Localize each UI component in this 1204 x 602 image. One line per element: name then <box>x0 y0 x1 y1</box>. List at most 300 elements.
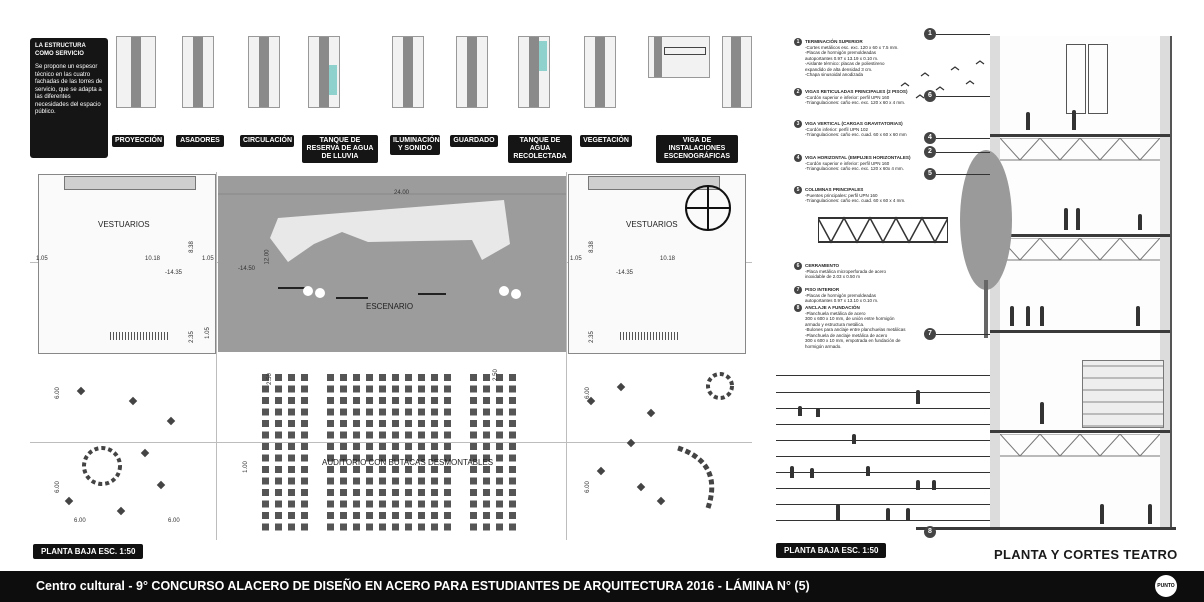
auditorium-seat <box>444 524 451 531</box>
truss-3-svg <box>1000 434 1160 458</box>
intro-box <box>30 38 108 158</box>
auditorium-seat <box>288 386 295 393</box>
auditorium-seat <box>483 501 490 508</box>
floor-slab-4 <box>990 430 1170 433</box>
auditorium-seat <box>444 501 451 508</box>
auditorium-seat <box>301 409 308 416</box>
auditorium-seat <box>262 512 269 519</box>
marker-6: 6 <box>924 90 936 102</box>
auditorium-seat <box>327 409 334 416</box>
dim-838-a: 8.38 <box>188 241 195 253</box>
legend-title: ANCLAJE A FUNDACIÓN <box>805 305 860 310</box>
service-label-tanque-recolectada: TANQUE DE AGUA RECOLECTADA <box>508 135 572 163</box>
legend-line: -Planchuela de anclaje metálica de acero <box>805 332 888 338</box>
auditorium-seat <box>405 501 412 508</box>
auditorium-seat <box>340 443 347 450</box>
auditorium-seat <box>418 397 425 404</box>
auditorium-seat <box>431 420 438 427</box>
auditorium-seat <box>301 478 308 485</box>
thumb-extra <box>722 36 752 108</box>
legend-line: -Cordón inferior: perfil UPN 102 <box>805 126 869 132</box>
vestuarios-right: VESTUARIOS <box>626 220 678 229</box>
auditorium-seat <box>483 409 490 416</box>
dim-105-a: 1.05 <box>36 256 48 262</box>
dim-250-b: 2.50 <box>492 369 499 381</box>
truss-1-svg <box>1000 138 1160 162</box>
auditorium-seat <box>483 374 490 381</box>
legend-line: inoxidable de 2.03 x 0.50 m <box>805 274 861 279</box>
footer-bar <box>0 571 1204 602</box>
dim-600-c: 6.00 <box>74 518 86 524</box>
auditorium-seat <box>444 409 451 416</box>
stair-left <box>110 332 170 340</box>
auditorium-seat <box>418 409 425 416</box>
auditorium-seat <box>353 409 360 416</box>
auditorium-seat <box>379 386 386 393</box>
auditorium-seat <box>496 455 503 462</box>
auditorium-seat <box>340 386 347 393</box>
floor-plan <box>30 172 752 540</box>
auditorium-seat <box>483 524 490 531</box>
legend-line: -Bulones para anclaje entre planchuelas metálicas <box>805 327 906 332</box>
auditorium-seat <box>509 420 516 427</box>
legend-line: -Cordón superior e inferior: perfil UPN 160 <box>805 160 890 166</box>
auditorium-seat <box>301 432 308 439</box>
legend-number-2: 2 <box>794 88 802 96</box>
auditorium-seat <box>327 501 334 508</box>
thumb-tanque-recolectada <box>518 36 550 108</box>
auditorium-seat <box>392 409 399 416</box>
legend-line: hormigón armado. <box>805 343 842 349</box>
auditorium-seat <box>353 489 360 496</box>
auditorium-seat <box>444 443 451 450</box>
auditorium-seat <box>340 466 347 473</box>
service-label-tanque-reserva: TANQUE DE RESERVA DE AGUA DE LLUVIA <box>302 135 378 163</box>
auditorium-seat <box>340 478 347 485</box>
auditorium-seat <box>327 443 334 450</box>
auditorium-seat <box>418 466 425 473</box>
auditorium-seat <box>275 386 282 393</box>
dim-1018-left: 10.18 <box>145 256 161 262</box>
auditorium-seat <box>340 501 347 508</box>
legend-line: autoportantes 0.97 x 13.19 x 0.10 m. <box>805 55 879 61</box>
marker-7: 7 <box>924 328 936 340</box>
tower-left <box>38 174 216 354</box>
dim-105-d: 1.05 <box>570 256 582 262</box>
auditorium-seat <box>405 420 412 427</box>
thumb-viga-instalaciones <box>648 36 710 78</box>
auditorium-seat <box>444 386 451 393</box>
thumb-guardado <box>456 36 488 108</box>
service-label-guardado: GUARDADO <box>450 135 498 147</box>
legend-line: -Planchuela metálica de acero <box>805 310 866 316</box>
auditorium-seat <box>496 478 503 485</box>
auditorium-seat <box>379 374 386 381</box>
auditorium-seat <box>275 512 282 519</box>
service-label-proyeccion: PROYECCIÓN <box>112 135 164 147</box>
auditorium-seat <box>405 512 412 519</box>
auditorium-seat <box>431 512 438 519</box>
auditorium-seat <box>496 409 503 416</box>
auditorium-seat <box>431 386 438 393</box>
tower-left-top-band <box>64 176 196 190</box>
marker-8: 8 <box>924 526 936 538</box>
thumb-asadores <box>182 36 214 108</box>
auditorium-seat <box>392 524 399 531</box>
dim-100: 1.00 <box>242 461 249 473</box>
marker-5: 5 <box>924 168 936 180</box>
legend-line: -Triangulaciones: caño esc. exc. 120 x 60x 4 mm. <box>805 166 904 171</box>
auditorium-seat <box>262 397 269 404</box>
legend-line: -Puentes principales: perfil UPN 160 <box>805 192 878 198</box>
north-arrow-icon <box>684 184 732 232</box>
auditorium-seat <box>275 489 282 496</box>
auditorium-seat <box>353 478 360 485</box>
auditorium-seat <box>483 432 490 439</box>
auditorium-seat <box>509 512 516 519</box>
auditorium-seat <box>288 420 295 427</box>
auditorium-seat <box>288 397 295 404</box>
legend-line: -Cortes metálicos esc. exc. 120 x 60 x 7.5 mm. <box>805 44 899 50</box>
auditorium-seat <box>418 512 425 519</box>
legend-line: 300 x 600 x 10 mm, de unión entre hormigón <box>805 316 895 321</box>
auditorium-seat <box>405 386 412 393</box>
auditorium-seat <box>275 420 282 427</box>
auditorium-seat <box>288 489 295 496</box>
auditorium-seat <box>366 443 373 450</box>
auditorium-seat <box>340 409 347 416</box>
ground-slab <box>916 527 1176 530</box>
auditorium-seat <box>340 420 347 427</box>
legend-number-7: 7 <box>794 286 802 294</box>
auditorium-seat <box>418 386 425 393</box>
auditorium-seat <box>275 478 282 485</box>
auditorium-seat <box>366 466 373 473</box>
intro-body: Se propone un espesor técnico en las cuatro fachadas de las torres de servicio, que se adapta a las diferentes necesidades del espacio público. <box>35 64 103 115</box>
dim-1018-right: 10.18 <box>660 256 676 262</box>
auditorium-seat <box>496 397 503 404</box>
floor-slab-3 <box>990 330 1170 333</box>
thumb-vegetacion <box>584 36 616 108</box>
auditorium-seat <box>444 489 451 496</box>
plaza-left-svg <box>38 358 214 534</box>
auditorium-seat <box>262 432 269 439</box>
plan2-label: PLANTA BAJA ESC. 1:50 <box>776 543 886 558</box>
legend-line: 300 x 600 x 10 mm, empotrada en fundación de <box>805 338 901 343</box>
auditorium-seat <box>327 420 334 427</box>
auditorium-seat <box>288 455 295 462</box>
marker-1: 1 <box>924 28 936 40</box>
floor-slab-1 <box>990 134 1170 137</box>
punto-badge: PUNTO <box>1155 575 1177 597</box>
auditorium-seat <box>366 489 373 496</box>
auditorium-seat <box>405 432 412 439</box>
auditorium-seat <box>470 466 477 473</box>
dim-250-a: 2.50 <box>266 373 273 385</box>
legend-line: -Aislante térmico: placas de poliestireno <box>805 61 885 66</box>
legend-title: VIGAS RETICULADAS PRINCIPALES (2 PISOS) <box>805 89 908 94</box>
intro-title: LA ESTRUCTURA COMO SERVICIO <box>35 43 86 57</box>
auditorium-seat <box>301 512 308 519</box>
auditorium-seat <box>509 443 516 450</box>
service-label-circulacion: CIRCULACIÓN <box>240 135 294 147</box>
auditorium-seat <box>379 397 386 404</box>
auditorium-seat <box>509 501 516 508</box>
auditorium-seat <box>392 386 399 393</box>
dim-1435-left: -14.35 <box>165 270 183 276</box>
auditorio-label: AUDITORIO CON BUTACAS DESMONTABLES <box>322 458 494 467</box>
services-strip <box>110 36 770 161</box>
auditorium-seat <box>366 420 373 427</box>
auditorium-seat <box>301 374 308 381</box>
floor-slab-2 <box>990 234 1170 237</box>
auditorium-seat <box>275 455 282 462</box>
auditorium-seat <box>288 512 295 519</box>
legend-number-3: 3 <box>794 120 802 128</box>
auditorium-seat <box>275 466 282 473</box>
auditorium-seat <box>353 432 360 439</box>
footer-text: Centro cultural - 9° CONCURSO ALACERO DE DISEÑO EN ACERO PARA ESTUDIANTES DE ARQUITECTURA 2016 - LÁMINA N° (5) <box>36 579 810 593</box>
auditorium-seat <box>366 478 373 485</box>
legend-line: expandido de alta densidad 3 cm. <box>805 66 873 72</box>
auditorium-seat <box>418 478 425 485</box>
auditorium-seat <box>444 432 451 439</box>
legend-line: armado y estructura metálica. <box>805 321 865 327</box>
auditorium-seat <box>509 466 516 473</box>
auditorium-seat <box>327 524 334 531</box>
auditorium-seat <box>496 443 503 450</box>
thumb-circulacion <box>248 36 280 108</box>
auditorium-seat <box>496 489 503 496</box>
thumb-proyeccion <box>116 36 156 108</box>
thumb-iluminacion <box>392 36 424 108</box>
legend-title: PISO INTERIOR <box>805 287 840 292</box>
auditorium-seat <box>444 466 451 473</box>
auditorium-seat <box>262 420 269 427</box>
legend-number-4: 4 <box>794 154 802 162</box>
auditorium-seat <box>392 512 399 519</box>
auditorium-seat <box>379 489 386 496</box>
auditorium-seat <box>483 386 490 393</box>
auditorium-seat <box>405 478 412 485</box>
service-label-iluminacion: ILUMINACIÓN Y SONIDO <box>390 135 440 155</box>
auditorium-seat <box>431 466 438 473</box>
legend-title: COLUMNAS PRINCIPALES <box>805 187 864 192</box>
auditorium-seat <box>483 420 490 427</box>
auditorium-seat <box>262 478 269 485</box>
auditorium-seat <box>275 443 282 450</box>
auditorium-seat <box>366 512 373 519</box>
dim-235-b: 2.35 <box>588 331 595 343</box>
auditorium-seat <box>470 432 477 439</box>
legend-number-1: 1 <box>794 38 802 46</box>
dim-1435-right: -14.35 <box>616 270 634 276</box>
dim-105-c: 1.05 <box>204 327 211 339</box>
dim-600-a: 6.00 <box>54 387 61 399</box>
auditorium-seat <box>431 374 438 381</box>
legend-line: -Placas de hormigón premoldeadas <box>805 50 877 55</box>
auditorium-seat <box>288 466 295 473</box>
auditorium-seat <box>288 374 295 381</box>
auditorium-seat <box>470 489 477 496</box>
tree-icon <box>956 140 1016 340</box>
auditorium-seat <box>301 501 308 508</box>
auditorium-seat <box>379 443 386 450</box>
auditorium-seat <box>379 420 386 427</box>
auditorium-seat <box>379 501 386 508</box>
legend-number-6: 6 <box>794 262 802 270</box>
auditorium-seat <box>431 432 438 439</box>
auditorium-seat <box>470 478 477 485</box>
truss-detail-svg <box>818 216 948 246</box>
auditorium-seat <box>405 489 412 496</box>
legend-title: CERRAMIENTO <box>805 263 840 268</box>
auditorium-seat <box>470 397 477 404</box>
service-label-viga: VIGA DE INSTALACIONES ESCENOGRÁFICAS <box>656 135 738 163</box>
auditorium-seat <box>444 397 451 404</box>
auditorium-seat <box>405 409 412 416</box>
auditorium-seat <box>418 432 425 439</box>
auditorium-seat <box>431 397 438 404</box>
auditorium-seat <box>379 466 386 473</box>
auditorium-seat <box>301 397 308 404</box>
legend-title: VIGA VERTICAL (CARGAS GRAVITATORIAS) <box>805 121 903 126</box>
auditorium-seat <box>431 443 438 450</box>
auditorium-seat <box>353 443 360 450</box>
auditorium-seat <box>509 478 516 485</box>
marker-4: 4 <box>924 132 936 144</box>
auditorium-seat <box>418 501 425 508</box>
thumb-tanque-reserva <box>308 36 340 108</box>
auditorium-seat <box>353 374 360 381</box>
auditorium-seat <box>275 374 282 381</box>
auditorium-seat <box>483 489 490 496</box>
legend-line: -Placa metálica microperforada de acero <box>805 268 887 274</box>
auditorium-seat <box>509 409 516 416</box>
auditorium-seat <box>444 512 451 519</box>
auditorium-seat <box>262 489 269 496</box>
auditorium-seat <box>366 524 373 531</box>
auditorium-seat <box>405 466 412 473</box>
auditorium-seat <box>509 397 516 404</box>
section-drawing <box>776 30 1200 540</box>
auditorium-seat <box>301 386 308 393</box>
auditorium-seat <box>353 420 360 427</box>
auditorium-seat <box>509 489 516 496</box>
service-label-vegetacion: VEGETACIÓN <box>580 135 632 147</box>
auditorium-seat <box>353 466 360 473</box>
auditorium-seat <box>431 489 438 496</box>
auditorium-seat <box>366 397 373 404</box>
auditorium-seat <box>275 409 282 416</box>
auditorium-seat <box>301 466 308 473</box>
auditorium-seat <box>301 443 308 450</box>
auditorium-seat <box>470 501 477 508</box>
stair-right <box>620 332 680 340</box>
shelving <box>1082 360 1164 428</box>
auditorium-seat <box>275 501 282 508</box>
auditorium-seat <box>327 432 334 439</box>
auditorium-seat <box>366 432 373 439</box>
auditorium-seat <box>353 501 360 508</box>
auditorium-seat <box>288 443 295 450</box>
dim-1200: 12.00 <box>264 249 271 265</box>
auditorium-seat <box>496 420 503 427</box>
window-b <box>1088 44 1108 114</box>
legend-line: -Triangulaciones: caño esc. cuad. 60 x 60 x 60 mm <box>805 132 907 137</box>
auditorium-seat <box>470 524 477 531</box>
legend-line: -Placas de hormigón premoldeadas <box>805 292 877 298</box>
auditorium-seat <box>496 501 503 508</box>
legend-title: TERMINACIÓN SUPERIOR <box>805 39 863 44</box>
dim-600-e: 6.00 <box>584 387 591 399</box>
auditorium-seat <box>496 466 503 473</box>
dim-235-a: 2.35 <box>188 331 195 343</box>
auditorium-seat <box>327 466 334 473</box>
dim-838-b: 8.38 <box>588 241 595 253</box>
auditorium-seat <box>392 420 399 427</box>
legend-number-5: 5 <box>794 186 802 194</box>
service-label-asadores: ASADORES <box>176 135 224 147</box>
auditorium-seat <box>509 455 516 462</box>
legend-line: -Triangulaciones: caño esc. cuad. 60 x 60 x 4 mm. <box>805 198 906 203</box>
auditorium-seat <box>418 443 425 450</box>
auditorium-seat <box>301 455 308 462</box>
auditorium-seat <box>288 501 295 508</box>
auditorium-seat <box>262 409 269 416</box>
legend-line: autoportantes 0.97 x 13.10 x 0.10 m. <box>805 298 879 303</box>
auditorium-seat <box>327 386 334 393</box>
auditorium-seat <box>496 512 503 519</box>
auditorium-seat <box>418 524 425 531</box>
marker-2: 2 <box>924 146 936 158</box>
plan-label: PLANTA BAJA ESC. 1:50 <box>33 544 143 559</box>
auditorium-seat <box>366 501 373 508</box>
auditorium-seat <box>483 443 490 450</box>
auditorium-seat <box>288 432 295 439</box>
auditorium-seat <box>327 489 334 496</box>
birds-icon <box>896 56 986 106</box>
auditorium-seat <box>392 432 399 439</box>
auditorium-seat <box>431 524 438 531</box>
auditorium-seat <box>483 397 490 404</box>
auditorium-seat <box>379 524 386 531</box>
auditorium-seat <box>275 524 282 531</box>
auditorium-seat <box>340 489 347 496</box>
auditorium-seat <box>405 397 412 404</box>
auditorium-seat <box>483 466 490 473</box>
auditorium-seat <box>262 455 269 462</box>
auditorium-seat <box>366 386 373 393</box>
auditorium-seat <box>353 397 360 404</box>
legend-line: -Triangulaciones: caño esc. exc. 120 x 60 x 4 mm. <box>805 100 906 105</box>
auditorium-seat <box>340 432 347 439</box>
auditorium-seat <box>392 501 399 508</box>
auditorium-seat <box>509 374 516 381</box>
auditorium-seat <box>275 397 282 404</box>
auditorium-seat <box>379 512 386 519</box>
escenario-label: ESCENARIO <box>366 302 414 311</box>
auditorium-seat <box>327 397 334 404</box>
vestuarios-left: VESTUARIOS <box>98 220 150 229</box>
auditorium-seat <box>444 478 451 485</box>
auditorium-seat <box>301 524 308 531</box>
auditorium-seat <box>340 374 347 381</box>
auditorium-seat <box>483 478 490 485</box>
auditorium-seat <box>353 512 360 519</box>
legend-title: VIGA HORIZONTAL (EMPUJES HORIZONTALES) <box>805 155 911 160</box>
legend-line: -Cordón superior e inferior: perfil UPN 160 <box>805 94 890 100</box>
